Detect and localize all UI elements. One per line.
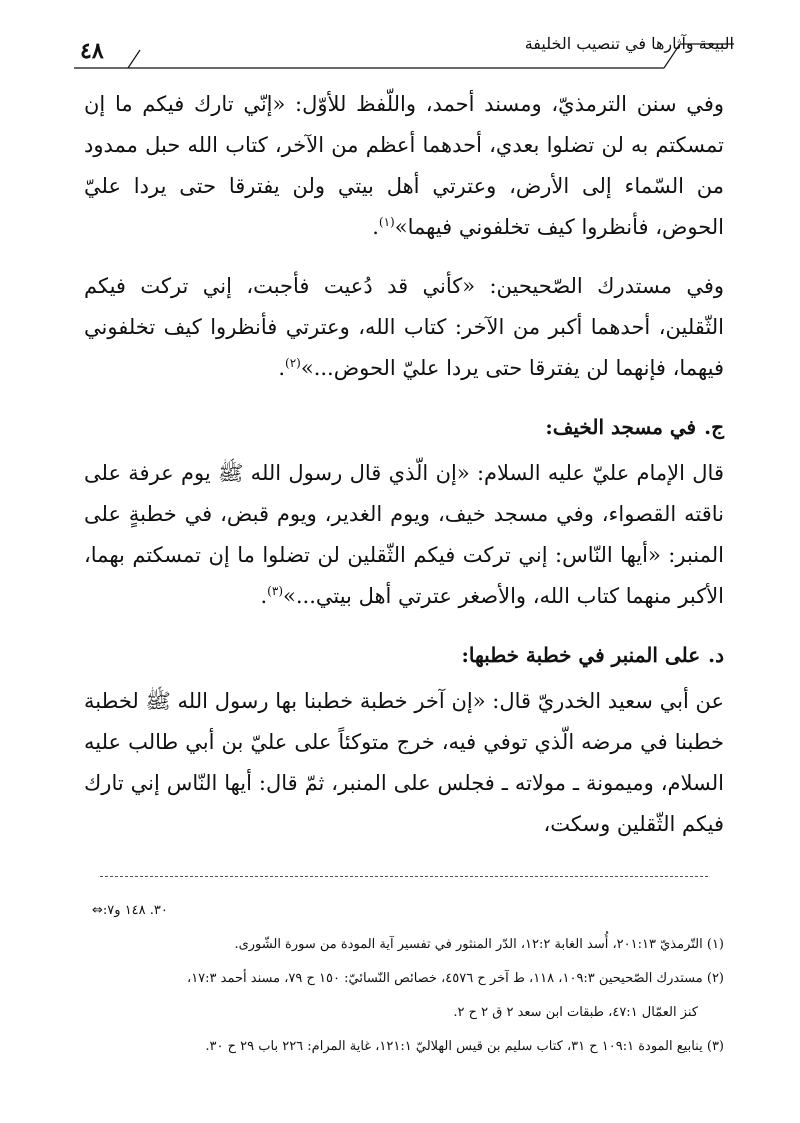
footnote-3: (٣) ينابيع المودة ١٠٩:١ ح ٣١، كتاب سليم بن قيس الهلاليّ ١٢١:١، غاية المرام: ٢٢٦ باب ٢٩ ح ٣٠. <box>205 1039 724 1054</box>
paragraph-text: عن أبي سعيد الخدريّ قال: «إن آخر خطبة خطبنا بها رسول الله ﷺ لخطبة خطبنا في مرضه الّذي توفي فيه، خرج متوكئاً على عليّ بن أبي طالب عليه السلام، وميمونة ـ مولاته ـ فجلس على المنبر، ثمّ قال: أيها النّاس إني تارك فيكم الثّقلين وسكت، <box>84 689 724 836</box>
footnote-1: (١) التّرمذيّ ٢٠١:١٣، أُسد الغابة ١٢:٢، الدّر المنثور في تفسير آية المودة من سورة الشّورى. <box>234 937 724 952</box>
section-heading-khayf <box>84 407 724 447</box>
heading-text: على المنبر في خطبة خطبها: <box>461 643 701 667</box>
running-title: البيعة وآثارها في تنصيب الخليفة <box>524 34 734 53</box>
footnote-reference-line <box>84 896 724 926</box>
footnote-marker: (١) <box>378 215 395 229</box>
section-heading-minbar <box>84 635 724 675</box>
heading-letter: ج. <box>704 415 724 439</box>
paragraph-text: وفي مستدرك الصّحيحين: «كأني قد دُعيت فأجبت، إني تركت فيكم الثّقلين، أحدهما أكبر من الآخر: كتاب الله، وعترتي فأنظروا كيف تخلفوني فيهما، فإنهما لن يفترقا حتى يردا عليّ الحوض...» <box>84 274 724 380</box>
paragraph-tirmidhi: وفي سنن الترمذيّ، ومسند أحمد، واللّفظ للأوّل: «إنّي تارك فيكم ما إن تمسكتم به لن تضلوا بعدي، أحدهما أعظم من الآخر، كتاب الله حبل ممدود من السّماء إلى الأرض، وعترتي أهل بيتي ولن يفترقا حتى يردا عليّ الحوض، فأنظروا كيف تخلفوني فيهما»$^{(١)}$. <box>84 92 724 239</box>
footnote-marker: (٢) <box>285 356 301 370</box>
double-arrow-icon: ⇔ <box>92 903 103 918</box>
footnote-separator <box>100 876 708 877</box>
heading-letter: د. <box>708 643 724 667</box>
page-number: ٤٨ <box>80 38 104 64</box>
paragraph-text: وفي سنن الترمذيّ، ومسند أحمد، واللّفظ للأوّل: «إنّي تارك فيكم ما إن تمسكتم به لن تضلوا بعدي، أحدهما أعظم من الآخر، كتاب الله حبل ممدود من السّماء إلى الأرض، وعترتي أهل بيتي ولن يفترقا حتى يردا عليّ الحوض، فأنظروا كيف تخلفوني فيهما» <box>84 92 724 239</box>
footnotes <box>84 896 724 1066</box>
page-header <box>74 30 734 70</box>
footnote-2: (٢) مستدرك الصّحيحين ١٠٩:٣، ١١٨، ط آخر ح ٤٥٧٦، خصائص النّسائيّ: ١٥٠ ح ٧٩، مسند أحمد ١٧:٣، <box>187 971 724 986</box>
paragraph-imam-ali: قال الإمام عليّ عليه السلام: «إن الّذي قال رسول الله ﷺ يوم عرفة على ناقته القصواء، وفي مسجد خيف، ويوم الغدير، ويوم قبض، في خطبةٍ على المنبر: «أيها النّاس: إني تركت فيكم الثّقلين لن تضلوا ما إن تمسكتم بهما، الأكبر منهما كتاب الله، والأصغر عترتي أهل بيتي...»$^{(٣)}$. <box>84 461 724 608</box>
paragraph-mustadrak: وفي مستدرك الصّحيحين: «كأني قد دُعيت فأجبت، إني تركت فيكم الثّقلين، أحدهما أكبر من الآخر: كتاب الله، وعترتي فأنظروا كيف تخلفوني فيهما، فإنهما لن يفترقا حتى يردا عليّ الحوض...»$^{(٢)}$. <box>84 274 724 380</box>
heading-text: في مسجد الخيف: <box>545 415 697 439</box>
footnote-marker: (٣) <box>267 584 283 598</box>
main-text <box>84 84 724 863</box>
paragraph-text: قال الإمام عليّ عليه السلام: «إن الّذي قال رسول الله ﷺ يوم عرفة على ناقته القصواء، وفي مسجد خيف، ويوم الغدير، ويوم قبض، في خطبةٍ على المنبر: «أيها النّاس: إني تركت فيكم الثّقلين لن تضلوا ما إن تمسكتم بهما، الأكبر منهما كتاب الله، والأصغر عترتي أهل بيتي...» <box>84 461 724 608</box>
footnote-2-continued: كنز العمّال ٤٧:١، طبقات ابن سعد ٢ ق ٢ ح ٢. <box>453 1005 698 1020</box>
reference-text: ٣٠. ١٤٨ و٧: <box>102 903 168 918</box>
paragraph-khudri <box>84 681 724 845</box>
